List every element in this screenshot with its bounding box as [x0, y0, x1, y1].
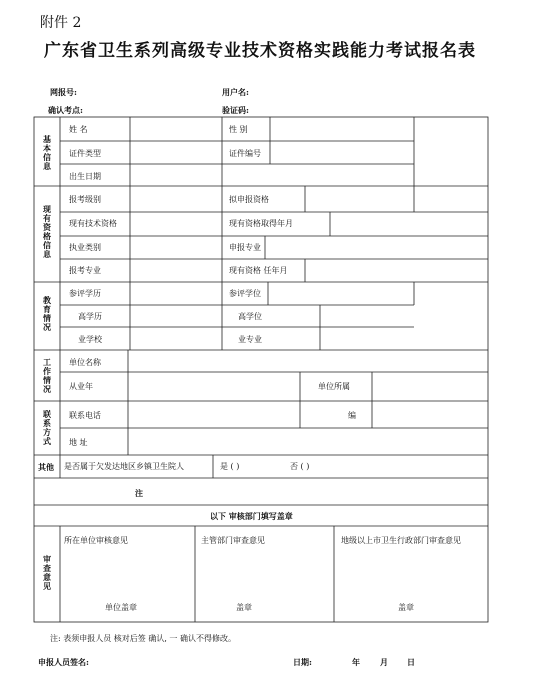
address-label: 地 址: [69, 438, 88, 447]
gender-label: 性 别: [229, 125, 248, 134]
attachment-label: 附件 2: [40, 15, 82, 31]
dept-review-label: 主管部门审查意见: [201, 536, 265, 545]
employer-label: 单位名称: [69, 358, 101, 367]
form-title: 广东省卫生系列高级专业技术资格实践能力考试报名表: [44, 41, 476, 61]
day-label: 日: [407, 657, 415, 667]
current-tech-qualification-label: 现有技术资格: [69, 219, 117, 228]
review-banner: 以下 审核部门填写盖章: [210, 511, 293, 521]
unit-review-label: 所在单位审核意见: [64, 536, 128, 545]
section-review: 审查意见: [43, 554, 51, 591]
apply-specialty-label: 申报专业: [229, 243, 261, 252]
exam-specialty-label: 报考专业: [69, 266, 101, 275]
section-work: 工作情况: [43, 357, 51, 394]
qualification-term-label: 现有资格 任年月: [229, 266, 288, 275]
major-label: 业专业: [238, 335, 262, 344]
signature-label: 申报人员签名:: [38, 657, 89, 667]
date-label: 日期:: [293, 657, 312, 667]
remark-label: 注: [135, 488, 143, 498]
qualification-date-label: 现有资格取得年月: [229, 219, 293, 228]
highest-degree-label: 高学位: [238, 312, 262, 321]
proposed-qualification-label: 拟申报资格: [229, 195, 269, 204]
postcode-label: 编: [348, 411, 356, 420]
employer-location-label: 单位所属: [318, 382, 350, 391]
month-label: 月: [380, 657, 388, 667]
confirm-site-label: 确认考点:: [48, 105, 83, 115]
degree-credential-label: 参评学位: [229, 289, 261, 298]
name-label: 姓 名: [69, 125, 88, 134]
id-no-label: 证件编号: [229, 149, 261, 158]
work-years-label: 从业年: [69, 382, 93, 391]
highest-education-label: 高学历: [78, 312, 102, 321]
exam-level-label: 报考级别: [69, 195, 101, 204]
no-option[interactable]: 否 ( ): [290, 462, 310, 471]
admin-seal-label: 盖章: [398, 603, 414, 612]
edu-credential-label: 参评学历: [69, 289, 101, 298]
birth-date-label: 出生日期: [69, 172, 101, 181]
id-type-label: 证件类型: [69, 149, 101, 158]
dept-seal-label: 盖章: [236, 603, 252, 612]
verify-code-label: 验证码:: [222, 105, 249, 115]
phone-label: 联系电话: [69, 411, 101, 420]
yes-option[interactable]: 是 ( ): [220, 462, 240, 471]
practice-type-label: 执业类别: [69, 243, 101, 252]
username-label: 用户名:: [222, 87, 249, 97]
graduate-school-label: 业学校: [78, 335, 102, 344]
section-education: 教育情况: [43, 295, 51, 332]
unit-seal-label: 单位盖章: [105, 603, 137, 612]
online-no-label: 网报号:: [50, 87, 77, 97]
rural-question-label: 是否属于欠发达地区乡镇卫生院人: [64, 462, 184, 471]
section-other: 其他: [38, 462, 54, 472]
section-current-qualification: 现有资格信息: [43, 204, 51, 259]
health-admin-review-label: 地级以上市卫生行政部门审查意见: [341, 536, 461, 545]
year-label: 年: [352, 657, 360, 667]
footer-note: 注: 表须申报人员 核对后签 确认, 一 确认不得修改。: [50, 634, 236, 643]
section-basic-info: 基本信息: [43, 134, 51, 171]
section-contact: 联系方式: [43, 409, 51, 446]
